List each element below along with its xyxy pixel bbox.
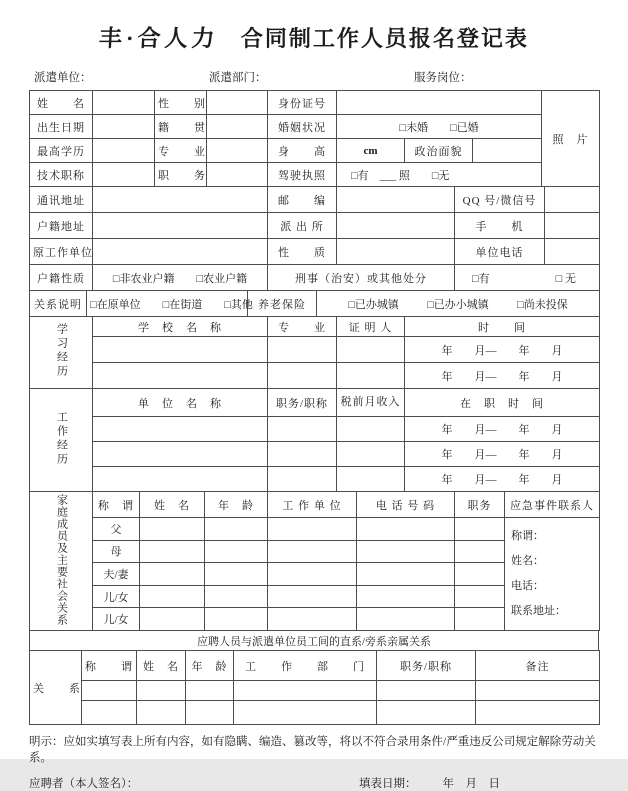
duty-field bbox=[207, 163, 268, 187]
dispatch-unit-label: 派遣单位： bbox=[34, 72, 92, 84]
member-phone-field bbox=[357, 563, 455, 586]
penalty-label: 刑事（治安）或其他处分 bbox=[268, 265, 455, 291]
relation-age-field bbox=[186, 681, 234, 701]
form-body bbox=[29, 90, 599, 725]
birth-date-field bbox=[93, 115, 155, 139]
name-field bbox=[93, 91, 155, 115]
member-phone-field bbox=[357, 585, 455, 608]
member-employer-field bbox=[268, 608, 357, 631]
study-period-field: 年 月— 年 月 bbox=[405, 363, 600, 389]
employer-name-header: 单 位 名 称 bbox=[93, 389, 268, 417]
relation-duty-field bbox=[377, 681, 476, 701]
police-station-label: 派 出 所 bbox=[268, 213, 337, 239]
service-post-label: 服务岗位： bbox=[414, 72, 472, 84]
marital-status-label: 婚姻状况 bbox=[268, 115, 337, 139]
member-duty-field bbox=[455, 563, 505, 586]
work-history-label: 工作经历 bbox=[30, 389, 93, 492]
penalty-yes-checkbox: □有 bbox=[472, 272, 490, 285]
work-phone-field bbox=[545, 239, 600, 265]
member-name-field bbox=[140, 608, 205, 631]
mobile-field bbox=[545, 213, 600, 239]
gender-field bbox=[207, 91, 268, 115]
emergency-contact-box bbox=[505, 518, 600, 631]
employment-time-header: 在 职 时 间 bbox=[405, 389, 600, 417]
relation-remark-field bbox=[476, 701, 600, 725]
member-employer-field bbox=[268, 585, 357, 608]
member-title-cell: 母 bbox=[93, 540, 140, 563]
pension-urban-checkbox: □已办城镇 bbox=[348, 298, 399, 311]
relation-remark-field bbox=[476, 681, 600, 701]
emergency-name-label: 姓名： bbox=[511, 555, 544, 567]
disclaimer-note: 明示：应如实填写表上所有内容，如有隐瞒、编造、篡改等，将以不符合录用条件/严重违反公司规定解除劳动关系。 bbox=[29, 736, 596, 764]
study-major-header: 专 业 bbox=[268, 317, 337, 337]
birth-date-label: 出生日期 bbox=[30, 115, 93, 139]
relation-name-field bbox=[137, 701, 186, 725]
study-major-field bbox=[268, 363, 337, 389]
relation-age-field bbox=[186, 701, 234, 725]
dispatch-dept-label: 派遣部门： bbox=[209, 72, 267, 84]
tech-title-label: 技术职称 bbox=[30, 163, 93, 187]
penalty-no-checkbox: □ 无 bbox=[555, 272, 576, 285]
witness-field bbox=[337, 337, 405, 363]
member-duty-field bbox=[455, 518, 505, 541]
previous-employer-field bbox=[93, 239, 268, 265]
license-label: 驾驶执照 bbox=[268, 163, 337, 187]
pension-checkboxes bbox=[317, 291, 600, 317]
pretax-income-field bbox=[337, 442, 405, 467]
kinship-note: 应聘人员与派遣单位员工间的直系/旁系亲属关系 bbox=[30, 631, 599, 651]
hukou-type-label: 户籍性质 bbox=[30, 265, 93, 291]
native-place-field bbox=[207, 115, 268, 139]
family-age-header: 年 龄 bbox=[205, 492, 268, 518]
member-age-field bbox=[205, 585, 268, 608]
pension-label: 养老保险 bbox=[248, 291, 317, 317]
kinship-note-table bbox=[29, 630, 599, 651]
relation-title-header: 称 谓 bbox=[82, 651, 137, 681]
mobile-label: 手 机 bbox=[455, 213, 545, 239]
hukou-address-field bbox=[93, 213, 268, 239]
member-title-cell: 父 bbox=[93, 518, 140, 541]
member-employer-field bbox=[268, 518, 357, 541]
native-place-label: 籍 贯 bbox=[155, 115, 207, 139]
qq-wechat-field bbox=[545, 187, 600, 213]
work-history-table bbox=[29, 388, 600, 492]
pension-none-checkbox: □尚未投保 bbox=[517, 298, 568, 311]
member-age-field bbox=[205, 540, 268, 563]
study-major-field bbox=[268, 337, 337, 363]
emergency-contact-header: 应急事件联系人 bbox=[505, 492, 600, 518]
employer-name-field bbox=[93, 467, 268, 492]
family-title-header: 称 谓 bbox=[93, 492, 140, 518]
school-name-field bbox=[93, 337, 268, 363]
member-name-field bbox=[140, 563, 205, 586]
family-name-header: 姓 名 bbox=[140, 492, 205, 518]
gender-label: 性 别 bbox=[155, 91, 207, 115]
id-number-label: 身份证号 bbox=[268, 91, 337, 115]
major-field bbox=[207, 139, 268, 163]
education-label: 最高学历 bbox=[30, 139, 93, 163]
pension-small-town-checkbox: □已办小城镇 bbox=[427, 298, 489, 311]
relations-table bbox=[29, 650, 600, 725]
previous-employer-label: 原工作单位 bbox=[30, 239, 93, 265]
member-title-cell: 夫/妻 bbox=[93, 563, 140, 586]
duty-label: 职 务 bbox=[155, 163, 207, 187]
relation-title-field bbox=[82, 681, 137, 701]
hukou-address-label: 户籍地址 bbox=[30, 213, 93, 239]
height-cm-field: cm bbox=[337, 139, 405, 163]
relation-name-header: 姓 名 bbox=[137, 651, 186, 681]
member-duty-field bbox=[455, 608, 505, 631]
member-name-field bbox=[140, 585, 205, 608]
tech-title-field bbox=[93, 163, 155, 187]
member-title-cell: 儿/女 bbox=[93, 585, 140, 608]
relation-remark-header: 备注 bbox=[476, 651, 600, 681]
member-age-field bbox=[205, 563, 268, 586]
mailing-address-label: 通讯地址 bbox=[30, 187, 93, 213]
member-employer-field bbox=[268, 540, 357, 563]
job-title-field bbox=[268, 467, 337, 492]
police-station-field bbox=[337, 213, 455, 239]
relation-explain-label: 关系说明 bbox=[30, 291, 87, 317]
emergency-address-label: 联系地址： bbox=[511, 605, 566, 617]
relation-duty-field bbox=[377, 701, 476, 725]
major-label: 专 业 bbox=[155, 139, 207, 163]
witness-header: 证 明 人 bbox=[337, 317, 405, 337]
name-label: 姓 名 bbox=[30, 91, 93, 115]
nature-field bbox=[337, 239, 455, 265]
work-phone-label: 单位电话 bbox=[455, 239, 545, 265]
member-age-field bbox=[205, 518, 268, 541]
work-period-field: 年 月— 年 月 bbox=[405, 417, 600, 442]
qq-wechat-label: QQ 号/微信号 bbox=[455, 187, 545, 213]
study-time-header: 时 间 bbox=[405, 317, 600, 337]
mailing-address-field bbox=[93, 187, 268, 213]
height-label: 身 高 bbox=[268, 139, 337, 163]
emergency-phone-label: 电话： bbox=[511, 580, 544, 592]
member-phone-field bbox=[357, 518, 455, 541]
basic-info-table bbox=[29, 90, 600, 187]
school-name-field bbox=[93, 363, 268, 389]
pretax-income-field bbox=[337, 417, 405, 442]
member-phone-field bbox=[357, 540, 455, 563]
pretax-income-field bbox=[337, 467, 405, 492]
job-title-header: 职务/职称 bbox=[268, 389, 337, 417]
nature-label: 性 质 bbox=[268, 239, 337, 265]
employer-name-field bbox=[93, 442, 268, 467]
member-duty-field bbox=[455, 540, 505, 563]
company-logo: 丰·合人力 bbox=[98, 26, 220, 51]
relation-duty-header: 职务/职称 bbox=[377, 651, 476, 681]
family-employer-header: 工 作 单 位 bbox=[268, 492, 357, 518]
study-history-label: 学习经历 bbox=[30, 317, 93, 389]
relation-age-header: 年 龄 bbox=[186, 651, 234, 681]
relation-dept-field bbox=[234, 701, 377, 725]
job-title-field bbox=[268, 442, 337, 467]
photo-box: 照 片 bbox=[542, 91, 600, 187]
family-phone-header: 电 话 号 码 bbox=[357, 492, 455, 518]
relation-dept-field bbox=[234, 681, 377, 701]
pretax-income-header: 税前月收入 bbox=[337, 389, 405, 417]
family-section-label: 家庭成员及主要社会关系 bbox=[30, 492, 93, 631]
emergency-title-label: 称谓： bbox=[511, 530, 544, 542]
work-period-field: 年 月— 年 月 bbox=[405, 467, 600, 492]
license-checkboxes: □有 ___ 照 □无 bbox=[337, 163, 542, 187]
fill-date-label: 填表日期： bbox=[359, 778, 417, 790]
family-members-table bbox=[29, 491, 600, 631]
study-period-field: 年 月— 年 月 bbox=[405, 337, 600, 363]
member-title-cell: 儿/女 bbox=[93, 608, 140, 631]
politics-label: 政治面貌 bbox=[405, 139, 473, 163]
member-name-field bbox=[140, 540, 205, 563]
footer-notes bbox=[29, 733, 599, 791]
relation-dept-header: 工 作 部 门 bbox=[234, 651, 377, 681]
applicant-signature-label: 应聘者（本人签名）： bbox=[29, 778, 139, 790]
fill-date-value: 年 月 日 bbox=[442, 778, 500, 790]
pension-table bbox=[29, 290, 600, 317]
zip-code-field bbox=[337, 187, 455, 213]
zip-code-label: 邮 编 bbox=[268, 187, 337, 213]
id-number-field bbox=[337, 91, 542, 115]
marital-status-checkboxes: □未婚 □已婚 bbox=[337, 115, 542, 139]
work-period-field: 年 月— 年 月 bbox=[405, 442, 600, 467]
school-name-header: 学 校 名 称 bbox=[93, 317, 268, 337]
family-duty-header: 职务 bbox=[455, 492, 505, 518]
relation-title-field bbox=[82, 701, 137, 725]
relation-name-field bbox=[137, 681, 186, 701]
job-title-field bbox=[268, 417, 337, 442]
hukou-type-checkboxes: □非农业户籍 □农业户籍 bbox=[93, 265, 268, 291]
meta-row bbox=[29, 69, 599, 85]
employer-name-field bbox=[93, 417, 268, 442]
contact-info-table bbox=[29, 186, 600, 291]
witness-field bbox=[337, 363, 405, 389]
politics-field bbox=[473, 139, 542, 163]
member-name-field bbox=[140, 518, 205, 541]
member-employer-field bbox=[268, 563, 357, 586]
form-header bbox=[0, 0, 628, 53]
relations-section-label: 关 系 bbox=[30, 651, 82, 725]
penalty-checkboxes bbox=[455, 265, 600, 291]
relation-explain-checkboxes: □在原单位 □在街道 □其他 bbox=[87, 291, 248, 317]
study-history-table bbox=[29, 316, 600, 389]
page-title: 合同制工作人员报名登记表 bbox=[240, 26, 529, 51]
member-age-field bbox=[205, 608, 268, 631]
education-field bbox=[93, 139, 155, 163]
member-phone-field bbox=[357, 608, 455, 631]
member-duty-field bbox=[455, 585, 505, 608]
